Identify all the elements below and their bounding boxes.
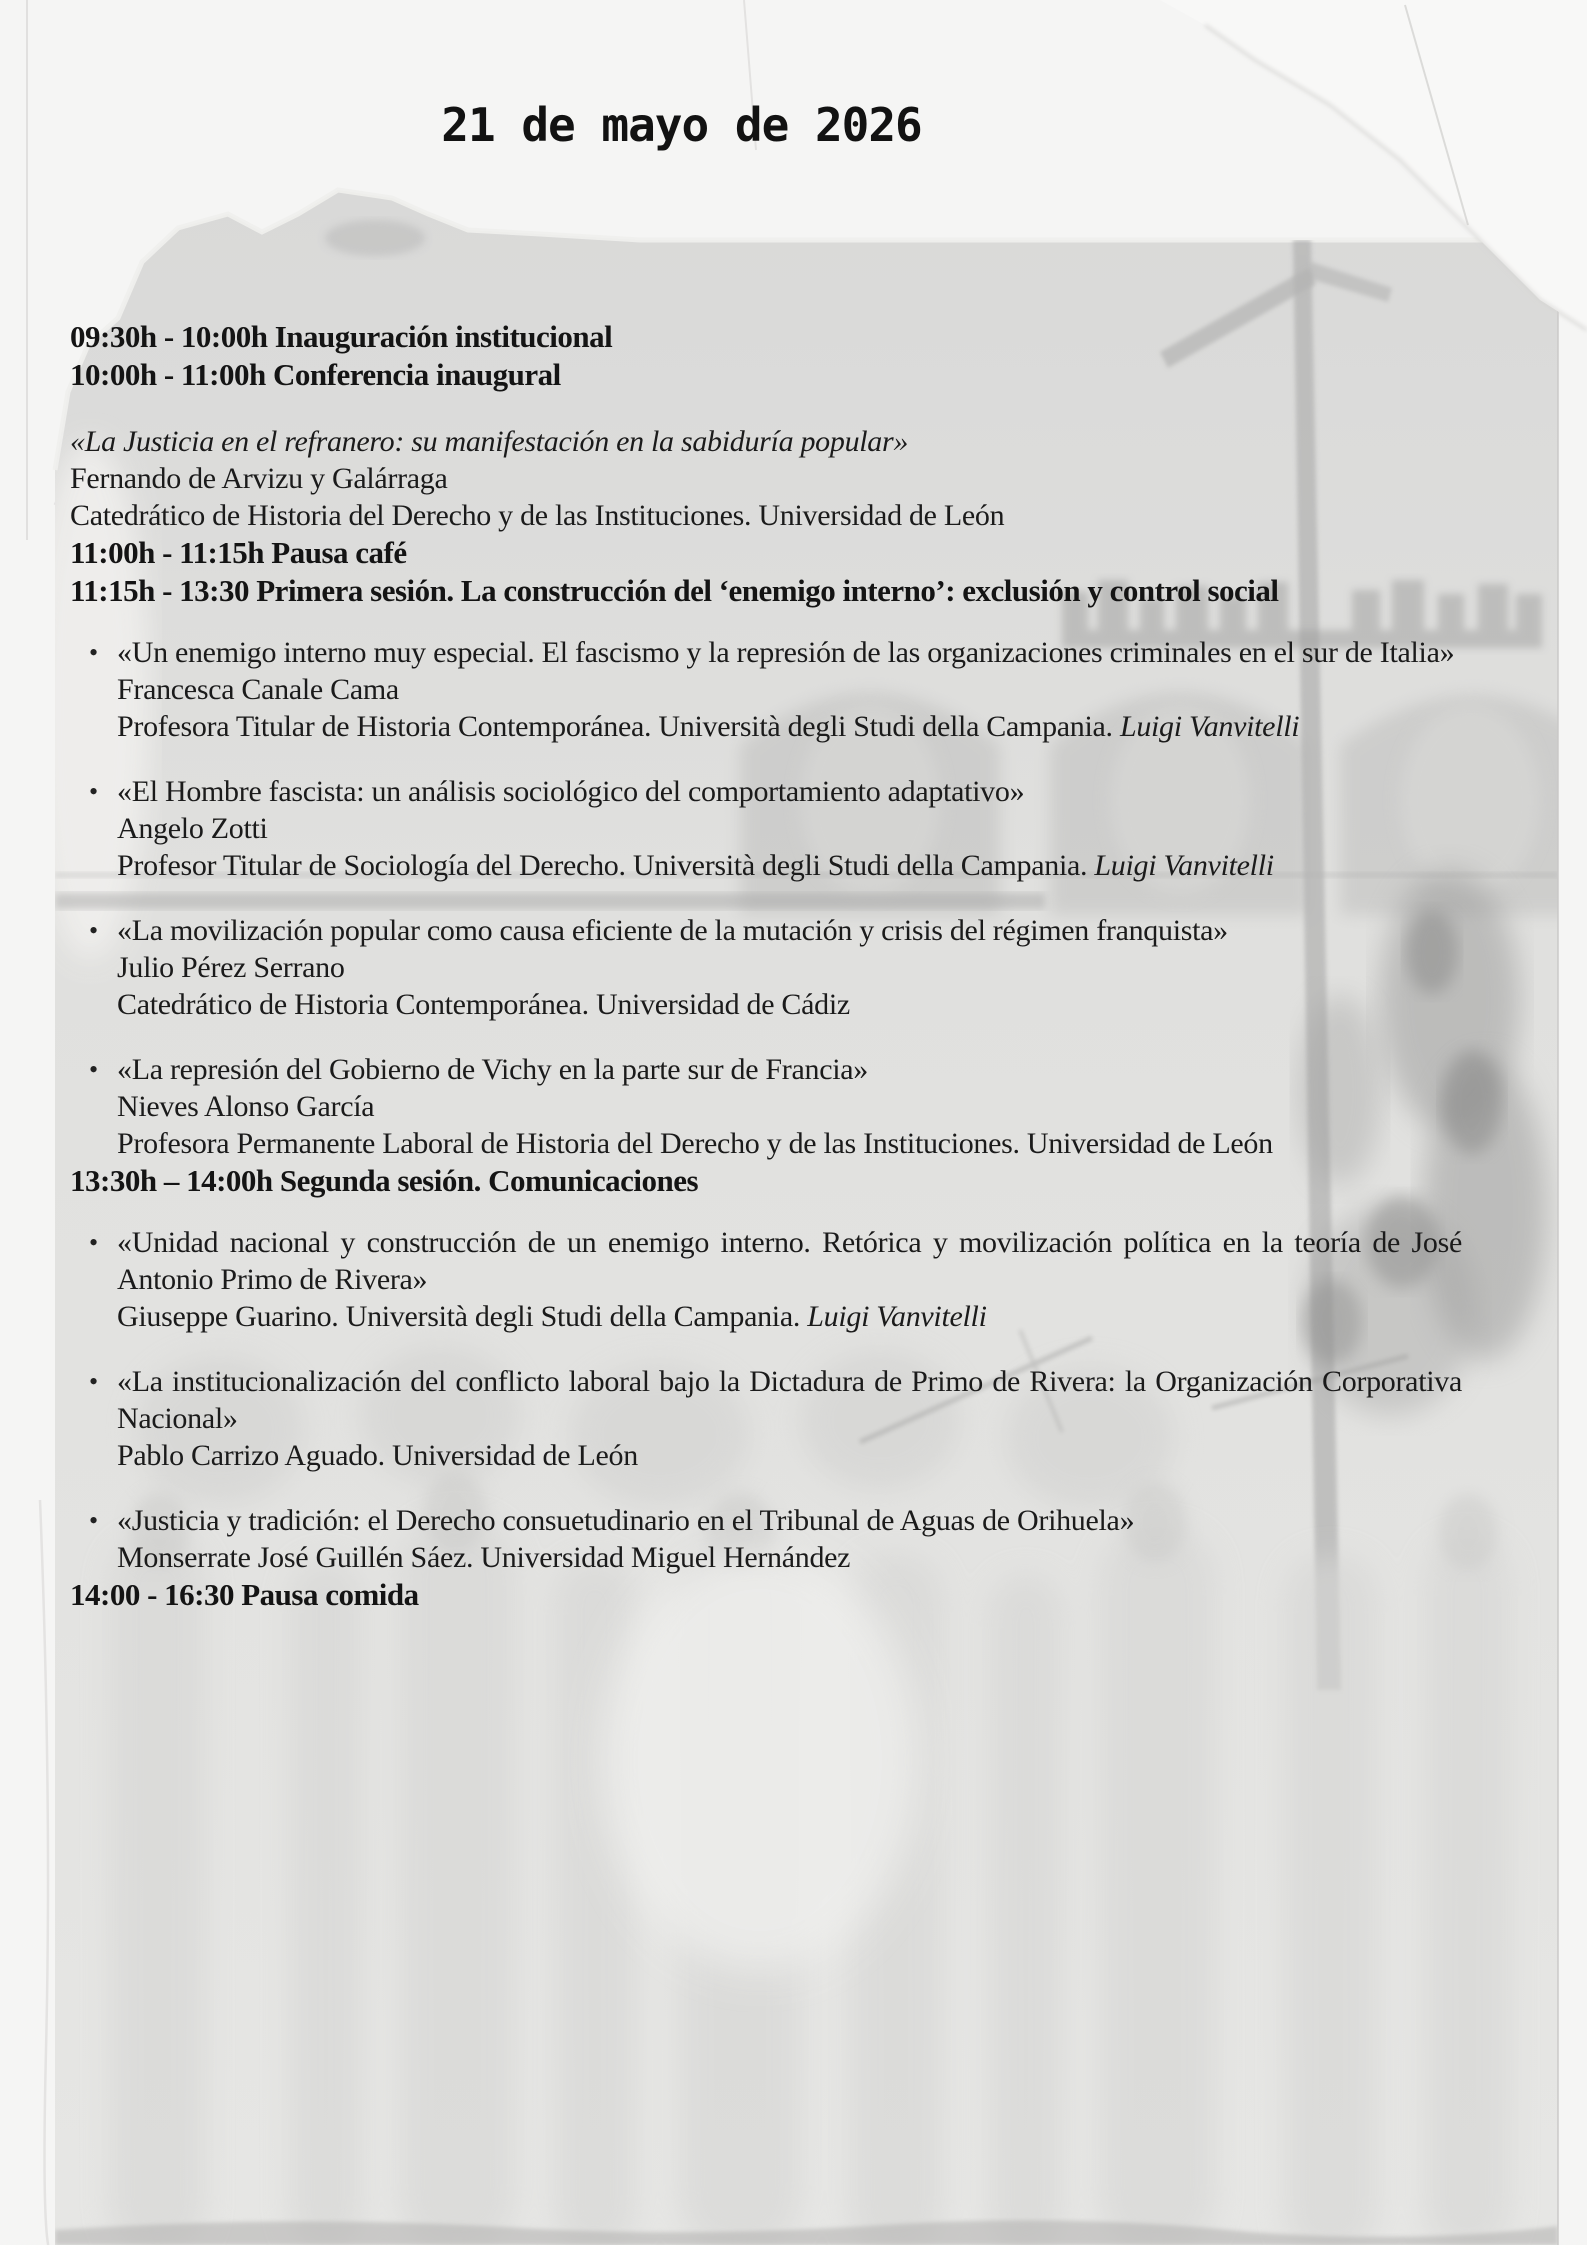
session-heading-segunda-sesion: 13:30h – 14:00h Segunda sesión. Comunicaciones bbox=[70, 1163, 699, 1198]
talk-title: • «El Hombre fascista: un análisis sociológico del comportamiento adaptativo» bbox=[117, 775, 1025, 808]
primera-sesion-talk-list bbox=[70, 634, 1462, 1162]
talk-speaker: Pablo Carrizo Aguado. Universidad de León bbox=[117, 1439, 638, 1472]
talk-speaker: Julio Pérez Serrano bbox=[117, 951, 345, 984]
talk-speaker: Francesca Canale Cama bbox=[117, 673, 399, 706]
talk-item bbox=[117, 1502, 1462, 1576]
talk-title: • «La institucionalización del conflicto laboral bajo la Dictadura de Primo de Rivera: la Organización Corporativa Nacional» bbox=[117, 1365, 1462, 1435]
talk-affiliation: Profesora Titular de Historia Contemporánea. Università degli Studi della Campania. Luigi Vanvitelli bbox=[117, 710, 1300, 743]
session-heading-conferencia: 10:00h - 11:00h Conferencia inaugural bbox=[70, 357, 561, 392]
talk-speaker: Fernando de Arvizu y Galárraga bbox=[70, 462, 448, 495]
session-heading-inauguracion: 09:30h - 10:00h Inauguración institucional bbox=[70, 319, 613, 354]
talk-item bbox=[117, 634, 1462, 745]
talk-speaker: Giuseppe Guarino. Università degli Studi della Campania. Luigi Vanvitelli bbox=[117, 1300, 987, 1333]
talk-speaker: Angelo Zotti bbox=[117, 812, 268, 845]
talk-affiliation: Catedrático de Historia del Derecho y de las Instituciones. Universidad de León bbox=[70, 499, 1005, 532]
talk-affiliation: Catedrático de Historia Contemporánea. Universidad de Cádiz bbox=[117, 988, 850, 1021]
talk-affiliation: Profesor Titular de Sociología del Derecho. Università degli Studi della Campania. Luigi Vanvitelli bbox=[117, 849, 1274, 882]
talk-title: • «Un enemigo interno muy especial. El fascismo y la represión de las organizaciones criminales en el sur de Italia» bbox=[117, 636, 1455, 669]
segunda-sesion-talk-list bbox=[70, 1224, 1462, 1576]
session-heading-pausa-comida: 14:00 - 16:30 Pausa comida bbox=[70, 1577, 419, 1612]
conferencia-details bbox=[70, 423, 1462, 534]
talk-title: • «La represión del Gobierno de Vichy en la parte sur de Francia» bbox=[117, 1053, 868, 1086]
schedule bbox=[70, 318, 1462, 1614]
talk-speaker: Monserrate José Guillén Sáez. Universidad Miguel Hernández bbox=[117, 1541, 851, 1574]
talk-title: • «Unidad nacional y construcción de un enemigo interno. Retórica y movilización política en la teoría de José Antonio Primo de Rivera» bbox=[117, 1226, 1462, 1296]
talk-title: • «La movilización popular como causa eficiente de la mutación y crisis del régimen franquista» bbox=[117, 914, 1228, 947]
talk-item bbox=[117, 1224, 1462, 1335]
talk-title: «La Justicia en el refranero: su manifestación en la sabiduría popular» bbox=[70, 425, 909, 458]
session-heading-primera-sesion: 11:15h - 13:30 Primera sesión. La construcción del ‘enemigo interno’: exclusión y control social bbox=[70, 573, 1279, 608]
talk-item bbox=[117, 1363, 1462, 1474]
talk-item bbox=[117, 1051, 1462, 1162]
date-title: 21 de mayo de 2026 bbox=[441, 98, 922, 152]
talk-item bbox=[117, 912, 1462, 1023]
talk-speaker: Nieves Alonso García bbox=[117, 1090, 375, 1123]
talk-affiliation: Profesora Permanente Laboral de Historia del Derecho y de las Instituciones. Universidad de León bbox=[117, 1127, 1273, 1160]
talk-title: • «Justicia y tradición: el Derecho consuetudinario en el Tribunal de Aguas de Orihuela» bbox=[117, 1504, 1135, 1537]
talk-item bbox=[117, 773, 1462, 884]
session-heading-pausa-cafe: 11:00h - 11:15h Pausa café bbox=[70, 535, 407, 570]
